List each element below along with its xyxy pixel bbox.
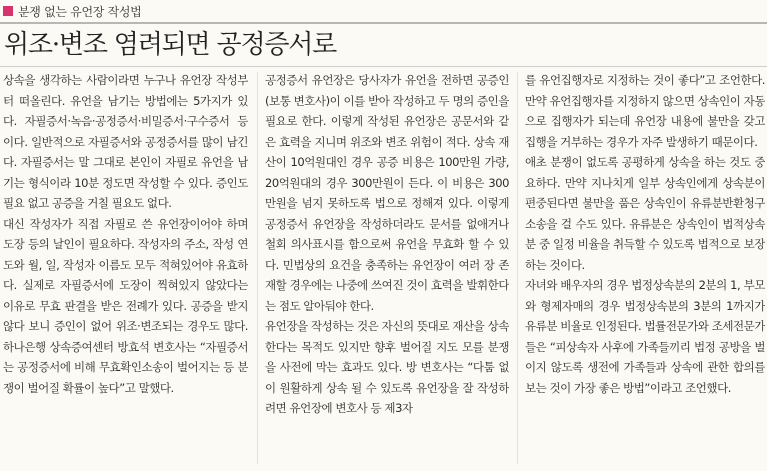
section-header (0, 0, 767, 22)
section-label: 분쟁 없는 유언장 작성법 (18, 4, 142, 19)
paragraph: 애초 분쟁이 없도록 공평하게 상속을 하는 것도 중요하다. 만약 지나치게 일부 상속인에게 상속분이 편중된다면 불만을 품은 상속인이 유류분반환청구 소송을 걸 수도 있다. 유류분은 상속인이 법적상속분 중 일정 비율을 취득할 수 있도록 법적으로 보장하는 것이다. (525, 155, 765, 272)
paragraph: 공정증서 유언장은 당사자가 유언을 전하면 공증인(보통 변호사)이 이를 받아 작성하고 두 명의 증인을 필요로 한다. 이렇게 작성된 유언장은 공문서와 같은 효력을 지니며 위조와 변조 위험이 적다. 상속 재산이 10억원대인 경우 공증 비용은 100만원 가량, 20억원대의 경우 300만원이 든다. 이 비용은 300만원을 넘지 못하도록 법으로 정해져 있다. 이렇게 공정증서 유언장을 작성하더라도 문서를 없애거나 철회 의사표시를 함으로써 유언을 무효화 할 수 있다. 민법상의 요건을 충족하는 유언장이 여러 장 존재할 경우에는 나중에 쓰여진 것이 효력을 발휘한다는 점도 알아둬야 한다. (265, 73, 509, 313)
paragraph: 대신 작성자가 직접 자필로 쓴 유언장이어야 하며 도장 등의 날인이 필요하다. 작성자의 주소, 작성 연도와 월, 일, 작성자 이름도 모두 적혀있어야 유효하다. 실제로 자필증서에 도장이 찍혀있지 않았다는 이유로 무효 판결을 받은 전례가 있다. 공증을 받지 않다 보니 증인이 없어 위조·변조되는 경우도 많다. 하나은행 상속증여센터 방효석 변호사는 “자필증서는 공정증서에 비해 무효확인소송이 벌어지는 등 분쟁이 벌어질 확률이 높다”고 말했다. (3, 216, 248, 395)
paragraph: 상속을 생각하는 사람이라면 누구나 유언장 작성부터 떠올린다. 유언을 남기는 방법에는 5가지가 있다. 자필증서·녹음·공정증서·비밀증서·구수증서 등이다. 일반적으로 자필증서와 공정증서를 많이 남긴다. 자필증서는 말 그대로 본인이 자필로 유언을 남기는 형식이라 10분 정도면 작성할 수 있다. 증인도 필요 없고 공증을 거칠 필요도 없다. (3, 73, 248, 210)
article-title: 위조·변조 염려되면 공정증서로 (4, 30, 337, 60)
column-divider (517, 72, 518, 464)
column-divider (257, 72, 258, 464)
title-divider (0, 66, 767, 67)
article-column-2 (265, 70, 509, 470)
paragraph: 자녀와 배우자의 경우 법정상속분의 2분의 1, 부모와 형제자매의 경우 법정상속분의 3분의 1까지가 유류분 비율로 인정된다. 법률전문가와 조세전문가들은 “피상속자 사후에 가족들끼리 법정 공방을 벌이지 않도록 생전에 가족들과 상속에 관한 합의를 보는 것이 가장 좋은 방법”이라고 조언했다. (525, 278, 765, 395)
article-column-1 (3, 70, 248, 470)
top-divider (0, 22, 767, 24)
paragraph: 유언장을 작성하는 것은 자신의 뜻대로 재산을 상속한다는 목적도 있지만 향후 벌어질 지도 모를 분쟁을 사전에 막는 효과도 있다. 방 변호사는 “다툼 없이 원활하게 상속 될 수 있도록 유언장을 잘 작성하려면 유언장에 변호사 등 제3자 (265, 319, 509, 415)
paragraph: 를 유언집행자로 지정하는 것이 좋다”고 조언한다. 만약 유언집행자를 지정하지 않으면 상속인이 자동으로 집행자가 되는데 유언장 내용에 불만을 갖고 집행을 거부하는 경우가 자주 발생하기 때문이다. (525, 73, 765, 149)
section-marker-icon (3, 6, 13, 16)
article-column-3 (525, 70, 765, 470)
